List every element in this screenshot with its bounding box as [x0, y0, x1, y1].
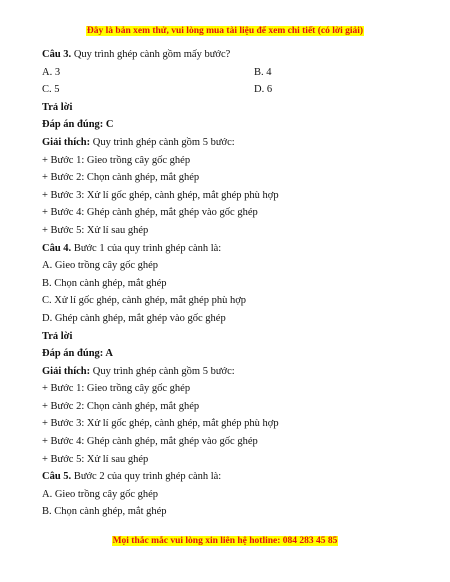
step-item: + Bước 2: Chọn cành ghép, mắt ghép	[42, 400, 200, 412]
option-item: D. Ghép cành ghép, mắt ghép vào gốc ghép	[42, 312, 226, 324]
question-5	[42, 468, 422, 486]
step-item: + Bước 3: Xử lí gốc ghép, cành ghép, mắt ghép phù hợp	[42, 418, 279, 430]
option-item: A. Gieo trồng cây gốc ghép	[42, 488, 159, 500]
question-3-label: Câu 3.	[42, 49, 72, 60]
option-item: B. Chọn cành ghép, mắt ghép	[42, 506, 167, 518]
explanation-label: Giải thích:	[42, 365, 91, 377]
option-c: C. 5	[42, 84, 60, 96]
correct-answer: Đáp án đúng: C	[42, 119, 114, 131]
answer-heading: Trả lời	[42, 330, 73, 342]
step-item: + Bước 4: Ghép cành ghép, mắt ghép vào gốc ghép	[42, 207, 258, 219]
hotline-text: Mọi thắc mắc vui lòng xin liên hệ hotline: 084 283 45 85	[112, 536, 338, 546]
explanation	[42, 363, 422, 381]
question-4-label: Câu 4.	[42, 242, 72, 254]
correct-answer: Đáp án đúng: A	[42, 348, 113, 360]
option-item: B. Chọn cành ghép, mắt ghép	[42, 277, 167, 289]
step-item: + Bước 1: Gieo trồng cây gốc ghép	[42, 154, 191, 166]
option-a: A. 3	[42, 66, 61, 78]
document-body	[42, 46, 422, 521]
question-3	[42, 46, 422, 64]
explanation-label: Giải thích:	[42, 136, 91, 148]
step-item: + Bước 2: Chọn cành ghép, mắt ghép	[42, 172, 200, 184]
step-item: + Bước 3: Xử lí gốc ghép, cành ghép, mắt ghép phù hợp	[42, 189, 279, 201]
question-5-label: Câu 5.	[42, 471, 72, 483]
preview-notice-text: Đây là bản xem thử, vui lòng mua tài liệu để xem chi tiết (có lời giải)	[86, 26, 364, 36]
explanation	[42, 134, 422, 152]
option-item: C. Xử lí gốc ghép, cành ghép, mắt ghép phù hợp	[42, 295, 246, 307]
question-3-text: Quy trình ghép cành gồm mấy bước?	[71, 49, 231, 60]
answer-heading: Trả lời	[42, 101, 73, 113]
explanation-text: Quy trình ghép cành gồm 5 bước:	[90, 365, 235, 377]
option-d: D. 6	[254, 84, 273, 96]
step-item: + Bước 5: Xử lí sau ghép	[42, 453, 149, 465]
question-3-options-row-1	[42, 64, 422, 82]
step-item: + Bước 4: Ghép cành ghép, mắt ghép vào gốc ghép	[42, 436, 258, 448]
step-item: + Bước 5: Xử lí sau ghép	[42, 224, 149, 236]
question-5-text: Bước 2 của quy trình ghép cành là:	[71, 471, 222, 483]
question-4-text: Bước 1 của quy trình ghép cành là:	[71, 242, 222, 254]
question-3-options-row-2	[42, 81, 422, 99]
explanation-text: Quy trình ghép cành gồm 5 bước:	[90, 136, 235, 148]
step-item: + Bước 1: Gieo trồng cây gốc ghép	[42, 383, 191, 395]
preview-notice-banner	[0, 26, 450, 36]
hotline-banner	[0, 536, 450, 546]
option-item: A. Gieo trồng cây gốc ghép	[42, 260, 159, 272]
option-b: B. 4	[254, 66, 272, 78]
question-4	[42, 240, 422, 258]
